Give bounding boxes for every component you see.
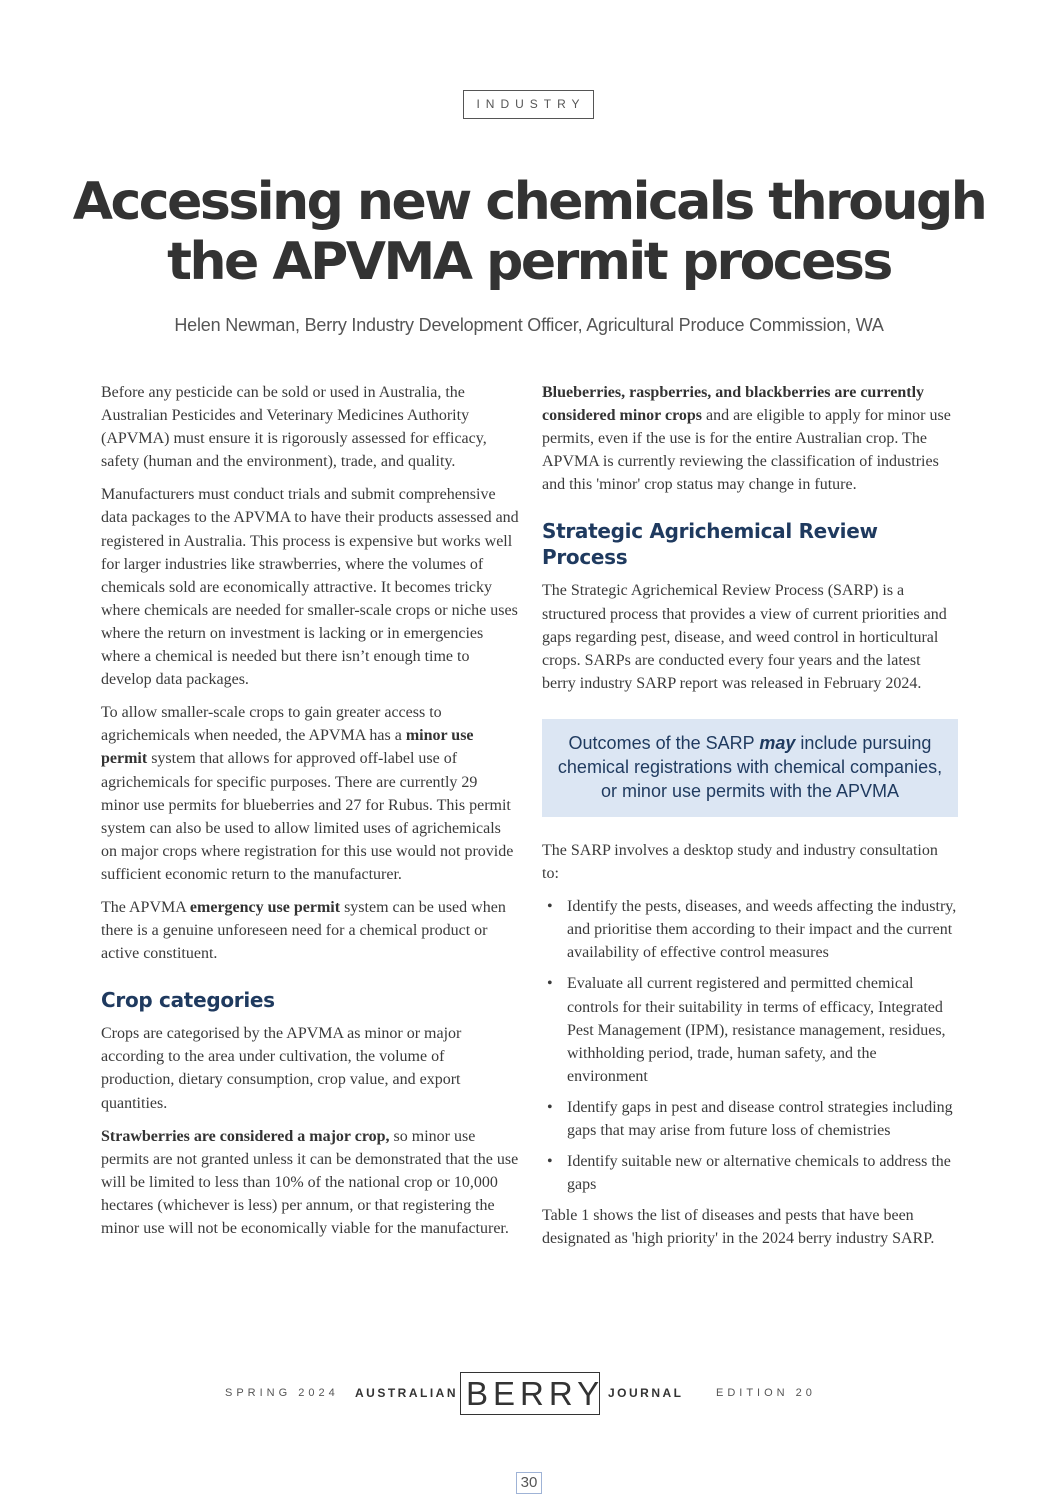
left-column xyxy=(101,381,519,1250)
masthead-logo: BERRY xyxy=(460,1372,600,1415)
bold-term: Strawberries are considered a major crop, xyxy=(101,1127,390,1145)
bullet-icon: • xyxy=(547,975,553,993)
paragraph: Manufacturers must conduct trials and submit comprehensive data packages to the APVMA to have their products assessed and registered in Australia. This process is expensive but works well for larger industries like strawberries, where the volumes of chemicals sold are economically attractive. It becomes tricky where chemicals are needed for smaller-scale crops or niche uses where the return on investment is lacking or in emergencies where a chemical is needed but there isn’t enough time to develop data packages. xyxy=(101,486,519,689)
right-column xyxy=(542,381,958,1260)
paragraph: The SARP involves a desktop study and industry consultation to: xyxy=(542,841,938,883)
title-line-2: the APVMA permit process xyxy=(167,232,891,292)
subheading-sarp: Strategic Agrichemical Review Process xyxy=(542,519,878,570)
paragraph: Table 1 shows the list of diseases and pests that have been designated as 'high priority' in the 2024 berry industry SARP. xyxy=(542,1207,935,1248)
bullet-icon: • xyxy=(547,1153,553,1171)
bullet-icon: • xyxy=(547,898,553,916)
bold-term: emergency use permit xyxy=(189,898,341,916)
byline: Helen Newman, Berry Industry Development Officer, Agricultural Produce Commission, WA xyxy=(174,315,884,335)
list-item: • Identify the pests, diseases, and weeds affecting the industry, and prioritise them according to their impact and the current availability of effective control measures xyxy=(542,895,958,964)
bold-term: Blueberries, raspberries, and blackberries are currently considered minor crops xyxy=(542,384,925,425)
paragraph: Before any pesticide can be sold or used in Australia, the Australian Pesticides and Veterinary Medicines Authority (APVMA) must ensure it is rigorously assessed for efficacy, safety (human and the environment), trade, and quality. xyxy=(101,384,487,471)
page-number: 30 xyxy=(516,1472,542,1494)
paragraph-strawberries: Strawberries are considered a major crop, so minor use permits are not granted unless it can be demonstrated that the use will be limited to less than 10% of the national crop or 10,000 hectares (whichever is less) per annum, or that registering the minor use will not be economically viable for the manufacturer. xyxy=(101,1127,519,1237)
masthead-right-word: JOURNAL xyxy=(608,1386,684,1400)
masthead-left-word: AUSTRALIAN xyxy=(355,1386,458,1400)
paragraph-emergency-use: The APVMA emergency use permit system can be used when there is a genuine unforeseen need for a chemical product or active constituent. xyxy=(101,898,506,963)
issue-season: SPRING 2024 xyxy=(225,1387,339,1399)
bullet-list xyxy=(542,895,958,1196)
list-item: • Identify suitable new or alternative chemicals to address the gaps xyxy=(542,1150,958,1196)
page-footer xyxy=(0,1372,1058,1416)
edition-number: EDITION 20 xyxy=(716,1387,816,1399)
paragraph: Crops are categorised by the APVMA as minor or major according to the area under cultivation, the volume of production, dietary consumption, crop value, and export quantities. xyxy=(101,1025,462,1112)
bullet-icon: • xyxy=(547,1098,553,1116)
list-item: • Evaluate all current registered and permitted chemical controls for their suitability in terms of efficacy, Integrated Pest Management (IPM), resistance management, residues, withholding period, trade, human safety, and the environment xyxy=(542,972,958,1087)
paragraph-minor-use: To allow smaller-scale crops to gain greater access to agrichemicals when needed, the APVMA has a minor use permit system that allows for approved off-label use of agrichemicals for specific purposes. There are currently 29 minor use permits for blueberries and 27 for Rubus. This permit system can also be used to allow limited uses of agrichemicals on major crops where registration for this use would not provide sufficient economic return to the manufacturer. xyxy=(101,704,514,883)
subheading-crop-categories: Crop categories xyxy=(101,988,275,1013)
section-tag: INDUSTRY xyxy=(463,90,594,119)
paragraph: The Strategic Agrichemical Review Process (SARP) is a structured process that provides a view of current priorities and gaps regarding pest, disease, and weed control in horticultural crops. SARPs are conducted every four years and the latest berry industry SARP report was released in February 2024. xyxy=(542,582,947,692)
bold-term: minor use permit xyxy=(101,727,474,768)
pull-quote: Outcomes of the SARP may include pursuing chemical registrations with chemical companies, or minor use permits with the APVMA xyxy=(542,719,958,817)
title-line-1: Accessing new chemicals through xyxy=(72,172,986,232)
emphasis: may xyxy=(759,732,796,753)
paragraph-minor-crops: Blueberries, raspberries, and blackberries are currently considered minor crops and are eligible to apply for minor use permits, even if the use is for the entire Australian crop. The APVMA is currently reviewing the classification of industries and this 'minor' crop status may change in future. xyxy=(542,384,951,494)
list-item: • Identify gaps in pest and disease control strategies including gaps that may arise from future loss of chemistries xyxy=(542,1096,958,1142)
article-title xyxy=(40,172,1018,292)
